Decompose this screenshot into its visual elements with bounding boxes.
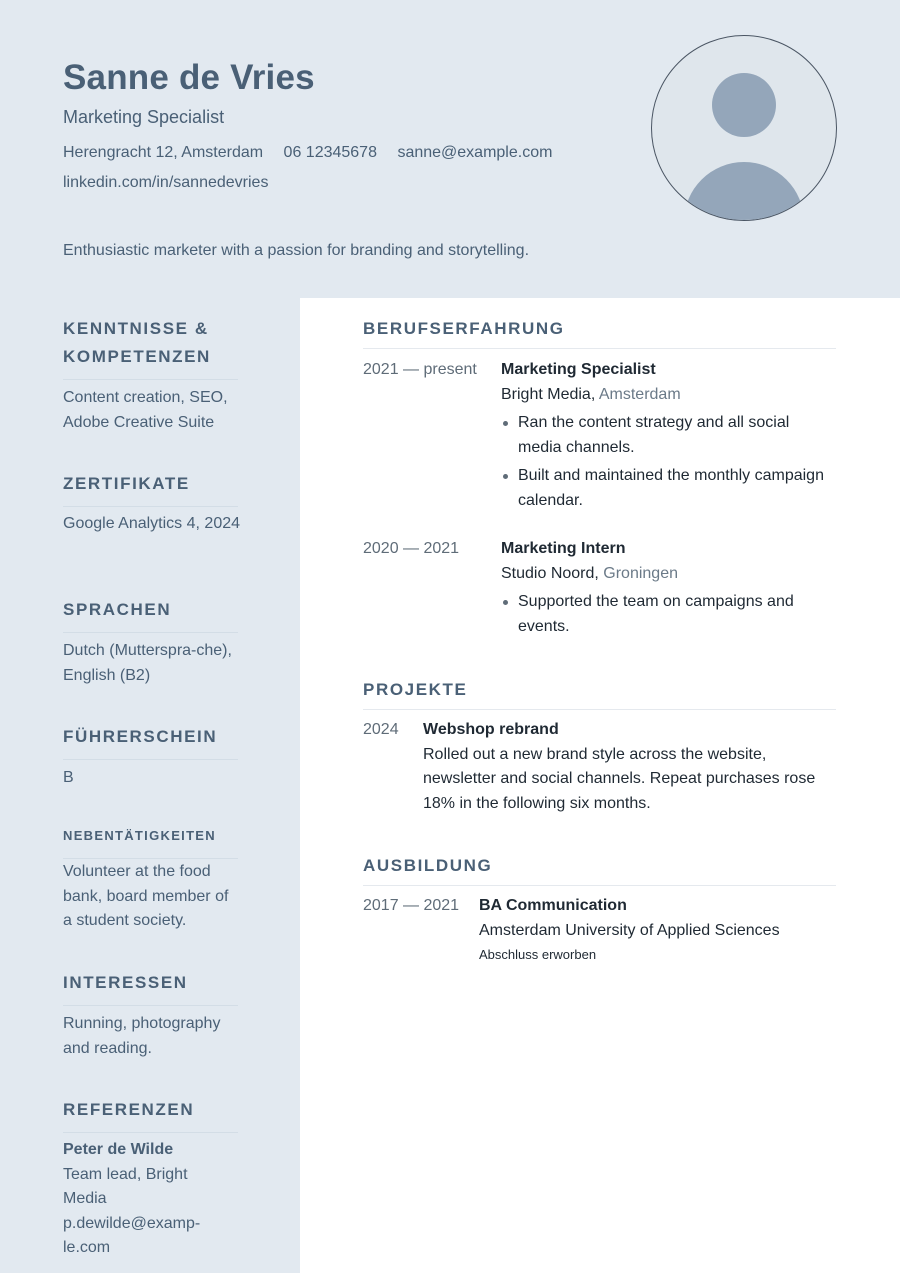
education-entry bbox=[479, 894, 839, 968]
experience-role: Marketing Specialist bbox=[501, 361, 656, 378]
avatar-head-shape bbox=[712, 73, 776, 137]
avatar bbox=[651, 35, 837, 221]
education-school: Amsterdam University of Applied Sciences bbox=[479, 921, 780, 939]
avatar-body-shape bbox=[684, 162, 804, 221]
references-heading: REFERENZEN bbox=[63, 1096, 238, 1133]
experience-company: Studio Noord bbox=[501, 564, 595, 582]
address: Herengracht 12, Amsterdam bbox=[63, 144, 264, 161]
experience-location: Groningen bbox=[603, 564, 678, 582]
project-entry bbox=[423, 718, 843, 816]
side-activities-text: Volunteer at the food bank, board member of a student society. bbox=[63, 863, 229, 929]
reference-name: Peter de Wilde bbox=[63, 1141, 174, 1158]
reference-email[interactable]: p.dewilde@examp-le.com bbox=[63, 1214, 201, 1256]
projects-heading: PROJEKTE bbox=[363, 680, 836, 710]
contact-line bbox=[63, 144, 568, 162]
languages-heading: SPRACHEN bbox=[63, 596, 238, 633]
header bbox=[0, 0, 900, 298]
profile-summary: Enthusiastic marketer with a passion for branding and storytelling. bbox=[63, 242, 530, 259]
linkedin-link[interactable]: linkedin.com/in/sannedevries bbox=[63, 174, 269, 191]
interests-text: Running, photography and reading. bbox=[63, 1015, 221, 1057]
experience-bullet: Ran the content strategy and all social media channels. bbox=[501, 411, 836, 460]
experience-bullets bbox=[501, 411, 836, 513]
reference-role: Team lead, Bright Media bbox=[63, 1165, 188, 1207]
skills-text: Content creation, SEO, Adobe Creative Suite bbox=[63, 389, 228, 431]
certificates-text: Google Analytics 4, 2024 bbox=[63, 515, 241, 532]
experience-entry bbox=[501, 537, 836, 643]
email-link[interactable]: sanne@example.com bbox=[397, 144, 553, 161]
skills-heading: KENNTNISSE & KOMPETENZEN bbox=[63, 315, 238, 380]
certificates-heading: ZERTIFIKATE bbox=[63, 470, 238, 507]
side-activities-heading: NEBENTÄTIGKEITEN bbox=[63, 822, 238, 859]
job-title: Marketing Specialist bbox=[63, 107, 225, 127]
experience-bullets bbox=[501, 590, 836, 639]
experience-bullet: Built and maintained the monthly campaign calendar. bbox=[501, 464, 836, 513]
experience-dates: 2020 — 2021 bbox=[363, 540, 460, 557]
education-heading: AUSBILDUNG bbox=[363, 856, 836, 886]
experience-heading: BERUFSERFAHRUNG bbox=[363, 319, 836, 349]
experience-employer: Studio Noord, Groningen bbox=[501, 564, 678, 582]
education-degree: BA Communication bbox=[479, 897, 627, 914]
project-name: Webshop rebrand bbox=[423, 721, 559, 738]
project-year: 2024 bbox=[363, 721, 399, 738]
education-dates: 2017 — 2021 bbox=[363, 897, 460, 914]
experience-bullet: Supported the team on campaigns and events. bbox=[501, 590, 836, 639]
project-description: Rolled out a new brand style across the website, newsletter and social channels. Repeat purchases rose 18% in the following six months. bbox=[423, 745, 816, 812]
license-heading: FÜHRERSCHEIN bbox=[63, 723, 238, 760]
phone: 06 12345678 bbox=[283, 144, 377, 161]
experience-company: Bright Media bbox=[501, 385, 591, 403]
license-text: B bbox=[63, 769, 74, 786]
experience-employer: Bright Media, Amsterdam bbox=[501, 385, 681, 403]
experience-location: Amsterdam bbox=[598, 385, 681, 403]
reference-block bbox=[63, 1138, 223, 1261]
candidate-name: Sanne de Vries bbox=[63, 58, 315, 97]
experience-role: Marketing Intern bbox=[501, 540, 626, 557]
experience-entry bbox=[501, 358, 836, 517]
experience-dates: 2021 — present bbox=[363, 361, 477, 378]
interests-heading: INTERESSEN bbox=[63, 969, 238, 1006]
education-note: Abschluss erworben bbox=[479, 947, 597, 962]
languages-text: Dutch (Mutterspra-che), English (B2) bbox=[63, 642, 232, 684]
